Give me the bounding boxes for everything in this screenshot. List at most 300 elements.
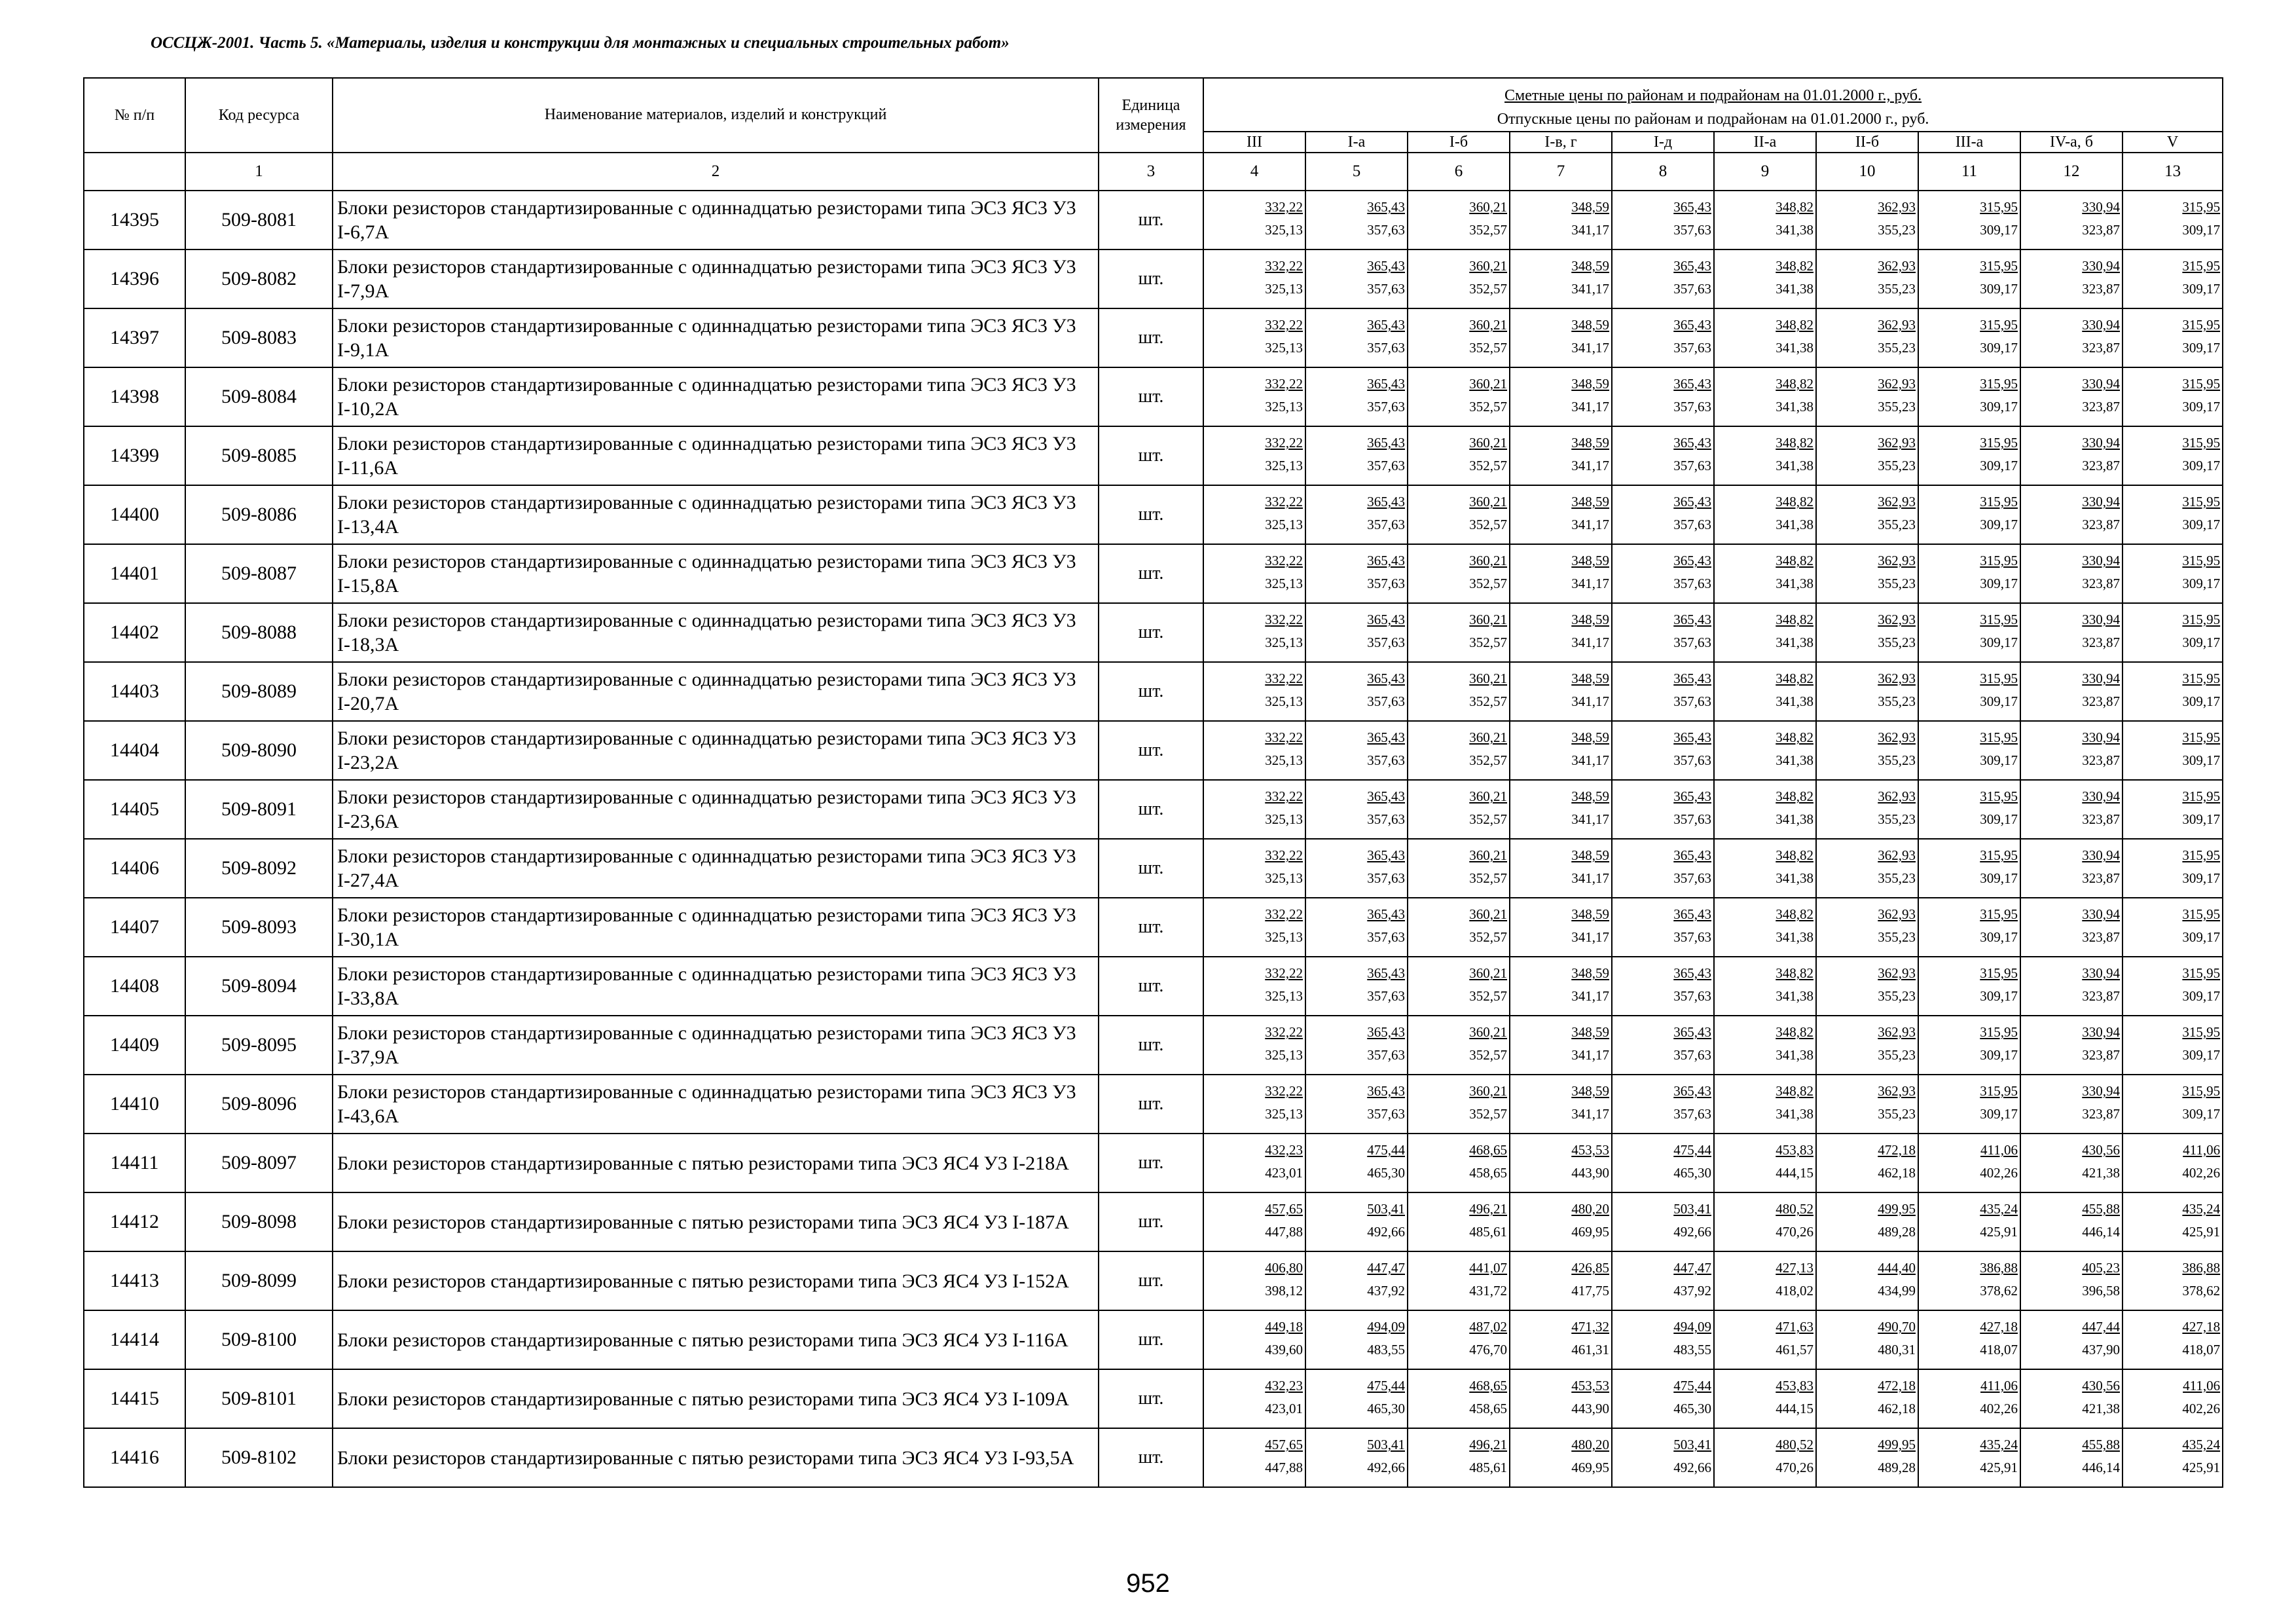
estimate-price: 315,95	[2182, 317, 2221, 333]
wholesale-price: 480,31	[1878, 1342, 1916, 1357]
estimate-price: 360,21	[1469, 376, 1507, 392]
unit-of-measure: шт.	[1099, 721, 1203, 780]
price-cell	[1510, 957, 1612, 1016]
price-cell	[1714, 1369, 1816, 1428]
wholesale-price: 446,14	[2082, 1224, 2120, 1240]
estimate-price: 475,44	[1673, 1378, 1711, 1393]
estimate-price: 348,59	[1571, 847, 1609, 863]
price-cell	[1816, 426, 1918, 485]
price-cell	[1816, 957, 1918, 1016]
estimate-price: 365,43	[1367, 553, 1405, 568]
estimate-price: 315,95	[2182, 553, 2221, 568]
price-cell	[1510, 367, 1612, 426]
estimate-price: 315,95	[1980, 847, 2018, 863]
wholesale-price: 355,23	[1878, 988, 1916, 1004]
price-cell	[1408, 780, 1510, 839]
estimate-price: 365,43	[1367, 1024, 1405, 1040]
estimate-price: 365,43	[1673, 729, 1711, 745]
estimate-price: 332,22	[1265, 729, 1303, 745]
wholesale-price: 355,23	[1878, 281, 1916, 297]
price-cell	[1816, 1251, 1918, 1310]
estimate-price: 360,21	[1469, 612, 1507, 627]
row-number: 14397	[84, 308, 185, 367]
unit-of-measure: шт.	[1099, 839, 1203, 898]
price-cell	[1612, 426, 1714, 485]
estimate-price: 365,43	[1673, 1083, 1711, 1099]
wholesale-price: 425,91	[2182, 1224, 2221, 1240]
resource-code: 509-8086	[185, 485, 333, 544]
header-price-wholesale: Отпускные цены по районам и подрайонам на 01.01.2000 г., руб.	[1497, 111, 1929, 128]
price-cell	[1714, 1016, 1816, 1075]
row-number: 14398	[84, 367, 185, 426]
price-cell	[1918, 1192, 2020, 1251]
price-cell	[2123, 662, 2223, 721]
estimate-price: 472,18	[1878, 1378, 1916, 1393]
column-number: 3	[1099, 153, 1203, 191]
price-cell	[2123, 1369, 2223, 1428]
estimate-price: 360,21	[1469, 729, 1507, 745]
wholesale-price: 309,17	[2182, 1106, 2221, 1122]
price-cell	[1510, 308, 1612, 367]
wholesale-price: 309,17	[2182, 1047, 2221, 1063]
estimate-price: 365,43	[1673, 788, 1711, 804]
wholesale-price: 309,17	[2182, 693, 2221, 709]
estimate-price: 503,41	[1673, 1201, 1711, 1217]
estimate-price: 362,93	[1878, 1083, 1916, 1099]
wholesale-price: 492,66	[1367, 1460, 1405, 1475]
resource-code: 509-8087	[185, 544, 333, 603]
table-row	[84, 1310, 2223, 1369]
wholesale-price: 357,63	[1367, 517, 1405, 532]
estimate-price: 348,82	[1776, 435, 1813, 451]
price-cell	[1714, 1075, 1816, 1134]
price-cell	[2123, 1016, 2223, 1075]
estimate-price: 365,43	[1367, 199, 1405, 215]
estimate-price: 315,95	[2182, 847, 2221, 863]
row-number: 14403	[84, 662, 185, 721]
header-code: Код ресурса	[185, 78, 333, 153]
price-cell	[1612, 721, 1714, 780]
price-cell	[1918, 603, 2020, 662]
price-cell	[1305, 839, 1408, 898]
wholesale-price: 355,23	[1878, 752, 1916, 768]
price-cell	[1408, 898, 1510, 957]
estimate-price: 315,95	[1980, 317, 2018, 333]
wholesale-price: 423,01	[1265, 1401, 1303, 1416]
price-cell	[1408, 1251, 1510, 1310]
wholesale-price: 341,17	[1571, 870, 1609, 886]
price-cell	[1408, 1369, 1510, 1428]
wholesale-price: 325,13	[1265, 281, 1303, 297]
column-number: 12	[2020, 153, 2123, 191]
wholesale-price: 355,23	[1878, 576, 1916, 591]
estimate-price: 332,22	[1265, 788, 1303, 804]
wholesale-price: 421,38	[2082, 1401, 2120, 1416]
price-cell	[1816, 839, 1918, 898]
estimate-price: 427,18	[2182, 1319, 2221, 1335]
table-row	[84, 1134, 2223, 1192]
price-cell	[2020, 1134, 2123, 1192]
estimate-price: 435,24	[1980, 1201, 2018, 1217]
price-cell	[1305, 898, 1408, 957]
unit-of-measure: шт.	[1099, 603, 1203, 662]
wholesale-price: 341,17	[1571, 811, 1609, 827]
material-name: Блоки резисторов стандартизированные с одиннадцатью резисторами типа ЭС3 ЯС3 У3 I-13,4А	[333, 485, 1099, 544]
price-cell	[1612, 249, 1714, 308]
estimate-price: 362,93	[1878, 729, 1916, 745]
estimate-price: 453,53	[1571, 1378, 1609, 1393]
estimate-price: 360,21	[1469, 847, 1507, 863]
estimate-price: 362,93	[1878, 317, 1916, 333]
wholesale-price: 323,87	[2082, 635, 2120, 650]
price-cell	[1816, 898, 1918, 957]
column-number: 1	[185, 153, 333, 191]
wholesale-price: 357,63	[1673, 1047, 1711, 1063]
wholesale-price: 357,63	[1367, 635, 1405, 650]
resource-code: 509-8097	[185, 1134, 333, 1192]
estimate-price: 315,95	[1980, 199, 2018, 215]
price-cell	[1714, 1134, 1816, 1192]
wholesale-price: 439,60	[1265, 1342, 1303, 1357]
resource-code: 509-8084	[185, 367, 333, 426]
price-cell	[1612, 544, 1714, 603]
wholesale-price: 309,17	[1980, 1106, 2018, 1122]
estimate-price: 471,63	[1776, 1319, 1813, 1335]
price-cell	[1918, 1428, 2020, 1487]
wholesale-price: 309,17	[1980, 1047, 2018, 1063]
estimate-price: 348,59	[1571, 494, 1609, 509]
price-cell	[2123, 367, 2223, 426]
price-cell	[2123, 426, 2223, 485]
price-cell	[2020, 721, 2123, 780]
estimate-price: 348,82	[1776, 258, 1813, 274]
wholesale-price: 323,87	[2082, 576, 2120, 591]
table-row	[84, 1251, 2223, 1310]
material-name: Блоки резисторов стандартизированные с одиннадцатью резисторами типа ЭС3 ЯС3 У3 I-23,6А	[333, 780, 1099, 839]
estimate-price: 475,44	[1673, 1142, 1711, 1158]
estimate-price: 360,21	[1469, 553, 1507, 568]
wholesale-price: 341,38	[1776, 576, 1813, 591]
wholesale-price: 341,38	[1776, 870, 1813, 886]
header-region: III	[1203, 132, 1305, 153]
estimate-price: 332,22	[1265, 317, 1303, 333]
price-cell	[1918, 426, 2020, 485]
wholesale-price: 355,23	[1878, 340, 1916, 356]
wholesale-price: 425,91	[1980, 1224, 2018, 1240]
estimate-price: 348,82	[1776, 906, 1813, 922]
row-number: 14396	[84, 249, 185, 308]
resource-code: 509-8102	[185, 1428, 333, 1487]
wholesale-price: 309,17	[1980, 870, 2018, 886]
price-cell	[1612, 780, 1714, 839]
price-cell	[1510, 249, 1612, 308]
header-name: Наименование материалов, изделий и конструкций	[333, 78, 1099, 153]
estimate-price: 406,80	[1265, 1260, 1303, 1276]
material-name: Блоки резисторов стандартизированные с одиннадцатью резисторами типа ЭС3 ЯС3 У3 I-27,4А	[333, 839, 1099, 898]
row-number: 14408	[84, 957, 185, 1016]
estimate-price: 453,83	[1776, 1142, 1813, 1158]
price-cell	[1408, 662, 1510, 721]
estimate-price: 315,95	[1980, 788, 2018, 804]
wholesale-price: 309,17	[1980, 929, 2018, 945]
price-cell	[1714, 1251, 1816, 1310]
price-cell	[1816, 544, 1918, 603]
wholesale-price: 469,95	[1571, 1460, 1609, 1475]
wholesale-price: 378,62	[2182, 1283, 2221, 1299]
estimate-price: 447,47	[1367, 1260, 1405, 1276]
estimate-price: 475,44	[1367, 1378, 1405, 1393]
wholesale-price: 489,28	[1878, 1460, 1916, 1475]
price-cell	[1918, 721, 2020, 780]
estimate-price: 360,21	[1469, 671, 1507, 686]
price-cell	[1203, 367, 1305, 426]
estimate-price: 365,43	[1367, 1083, 1405, 1099]
wholesale-price: 325,13	[1265, 222, 1303, 238]
estimate-price: 365,43	[1673, 671, 1711, 686]
material-name: Блоки резисторов стандартизированные с одиннадцатью резисторами типа ЭС3 ЯС3 У3 I-10,2А	[333, 367, 1099, 426]
wholesale-price: 341,17	[1571, 693, 1609, 709]
price-cell	[1918, 485, 2020, 544]
column-number: 9	[1714, 153, 1816, 191]
price-cell	[1305, 1192, 1408, 1251]
estimate-price: 365,43	[1673, 376, 1711, 392]
wholesale-price: 309,17	[2182, 458, 2221, 473]
estimate-price: 360,21	[1469, 906, 1507, 922]
unit-of-measure: шт.	[1099, 485, 1203, 544]
price-cell	[2020, 839, 2123, 898]
wholesale-price: 341,17	[1571, 576, 1609, 591]
estimate-price: 411,06	[2183, 1378, 2221, 1393]
estimate-price: 348,82	[1776, 788, 1813, 804]
estimate-price: 362,93	[1878, 435, 1916, 451]
wholesale-price: 323,87	[2082, 988, 2120, 1004]
estimate-price: 432,23	[1265, 1142, 1303, 1158]
price-cell	[1714, 1428, 1816, 1487]
price-cell	[1612, 1310, 1714, 1369]
estimate-price: 348,82	[1776, 1083, 1813, 1099]
header-region: II-а	[1714, 132, 1816, 153]
wholesale-price: 341,38	[1776, 1106, 1813, 1122]
wholesale-price: 357,63	[1673, 693, 1711, 709]
table-row	[84, 191, 2223, 249]
estimate-price: 348,82	[1776, 553, 1813, 568]
wholesale-price: 323,87	[2082, 340, 2120, 356]
resource-code: 509-8098	[185, 1192, 333, 1251]
estimate-price: 330,94	[2082, 671, 2120, 686]
column-number: 4	[1203, 153, 1305, 191]
price-cell	[2020, 485, 2123, 544]
wholesale-price: 492,66	[1673, 1224, 1711, 1240]
wholesale-price: 341,17	[1571, 752, 1609, 768]
row-number: 14401	[84, 544, 185, 603]
estimate-price: 365,43	[1367, 671, 1405, 686]
table-row	[84, 898, 2223, 957]
resource-code: 509-8082	[185, 249, 333, 308]
estimate-price: 362,93	[1878, 612, 1916, 627]
wholesale-price: 325,13	[1265, 1106, 1303, 1122]
estimate-price: 348,59	[1571, 1024, 1609, 1040]
wholesale-price: 465,30	[1367, 1165, 1405, 1181]
estimate-price: 315,95	[2182, 612, 2221, 627]
price-cell	[1714, 367, 1816, 426]
resource-code: 509-8093	[185, 898, 333, 957]
estimate-price: 362,93	[1878, 671, 1916, 686]
estimate-price: 332,22	[1265, 612, 1303, 627]
price-cell	[1816, 780, 1918, 839]
estimate-price: 360,21	[1469, 1083, 1507, 1099]
price-cell	[1714, 426, 1816, 485]
estimate-price: 348,82	[1776, 847, 1813, 863]
estimate-price: 432,23	[1265, 1378, 1303, 1393]
price-cell	[1408, 721, 1510, 780]
price-cell	[1510, 1251, 1612, 1310]
resource-code: 509-8091	[185, 780, 333, 839]
price-cell	[2020, 426, 2123, 485]
estimate-price: 332,22	[1265, 435, 1303, 451]
wholesale-price: 355,23	[1878, 929, 1916, 945]
header-region: I-б	[1408, 132, 1510, 153]
estimate-price: 360,21	[1469, 1024, 1507, 1040]
price-cell	[1918, 191, 2020, 249]
estimate-price: 332,22	[1265, 376, 1303, 392]
price-cell	[1203, 1428, 1305, 1487]
estimate-price: 315,95	[2182, 199, 2221, 215]
wholesale-price: 323,87	[2082, 517, 2120, 532]
estimate-price: 348,82	[1776, 965, 1813, 981]
estimate-price: 330,94	[2082, 317, 2120, 333]
estimate-price: 362,93	[1878, 1024, 1916, 1040]
estimate-price: 435,24	[2182, 1437, 2221, 1452]
estimate-price: 457,65	[1265, 1437, 1303, 1452]
wholesale-price: 352,57	[1469, 693, 1507, 709]
wholesale-price: 444,15	[1776, 1401, 1813, 1416]
estimate-price: 330,94	[2082, 965, 2120, 981]
price-cell	[1612, 957, 1714, 1016]
estimate-price: 472,18	[1878, 1142, 1916, 1158]
estimate-price: 332,22	[1265, 847, 1303, 863]
estimate-price: 315,95	[1980, 376, 2018, 392]
wholesale-price: 418,07	[1980, 1342, 2018, 1357]
estimate-price: 435,24	[2182, 1201, 2221, 1217]
estimate-price: 496,21	[1469, 1201, 1507, 1217]
price-cell	[1714, 544, 1816, 603]
material-name: Блоки резисторов стандартизированные с пятью резисторами типа ЭС3 ЯС4 У3 I-152А	[333, 1251, 1099, 1310]
price-cell	[2123, 485, 2223, 544]
estimate-price: 330,94	[2082, 612, 2120, 627]
wholesale-price: 352,57	[1469, 458, 1507, 473]
price-cell	[1918, 1016, 2020, 1075]
price-cell	[1203, 957, 1305, 1016]
price-cell	[1612, 485, 1714, 544]
wholesale-price: 357,63	[1367, 929, 1405, 945]
header-price-estimate: Сметные цены по районам и подрайонам на 01.01.2000 г., руб.	[1504, 87, 1922, 104]
estimate-price: 455,88	[2082, 1437, 2120, 1452]
price-cell	[1203, 603, 1305, 662]
wholesale-price: 341,38	[1776, 929, 1813, 945]
table-row	[84, 367, 2223, 426]
estimate-price: 475,44	[1367, 1142, 1405, 1158]
estimate-price: 365,43	[1673, 258, 1711, 274]
column-number: 6	[1408, 153, 1510, 191]
wholesale-price: 323,87	[2082, 929, 2120, 945]
price-cell	[1408, 1310, 1510, 1369]
price-cell	[1714, 839, 1816, 898]
price-cell	[2020, 603, 2123, 662]
estimate-price: 315,95	[1980, 729, 2018, 745]
estimate-price: 362,93	[1878, 906, 1916, 922]
estimate-price: 315,95	[2182, 376, 2221, 392]
wholesale-price: 461,57	[1776, 1342, 1813, 1357]
wholesale-price: 341,38	[1776, 458, 1813, 473]
price-cell	[2020, 1192, 2123, 1251]
column-number: 8	[1612, 153, 1714, 191]
wholesale-price: 341,17	[1571, 635, 1609, 650]
price-cell	[2123, 957, 2223, 1016]
estimate-price: 494,09	[1673, 1319, 1711, 1335]
price-cell	[1305, 544, 1408, 603]
price-cell	[1510, 544, 1612, 603]
wholesale-price: 355,23	[1878, 811, 1916, 827]
estimate-price: 315,95	[1980, 906, 2018, 922]
price-cell	[1714, 957, 1816, 1016]
price-cell	[1203, 1075, 1305, 1134]
price-cell	[1305, 308, 1408, 367]
estimate-price: 348,82	[1776, 671, 1813, 686]
wholesale-price: 357,63	[1367, 988, 1405, 1004]
resource-code: 509-8083	[185, 308, 333, 367]
row-number: 14411	[84, 1134, 185, 1192]
estimate-price: 411,06	[1980, 1142, 2018, 1158]
estimate-price: 315,95	[1980, 671, 2018, 686]
estimate-price: 348,59	[1571, 788, 1609, 804]
wholesale-price: 341,17	[1571, 988, 1609, 1004]
price-cell	[1612, 1369, 1714, 1428]
wholesale-price: 309,17	[1980, 281, 2018, 297]
price-cell	[1305, 249, 1408, 308]
price-cell	[2123, 898, 2223, 957]
price-cell	[1918, 249, 2020, 308]
header-region: I-а	[1305, 132, 1408, 153]
price-cell	[2123, 1075, 2223, 1134]
material-name: Блоки резисторов стандартизированные с одиннадцатью резисторами типа ЭС3 ЯС3 У3 I-11,6А	[333, 426, 1099, 485]
estimate-price: 348,59	[1571, 199, 1609, 215]
estimate-price: 362,93	[1878, 847, 1916, 863]
wholesale-price: 341,17	[1571, 399, 1609, 415]
price-cell	[1714, 780, 1816, 839]
price-cell	[1408, 367, 1510, 426]
price-cell	[1408, 191, 1510, 249]
row-number: 14415	[84, 1369, 185, 1428]
wholesale-price: 357,63	[1367, 693, 1405, 709]
wholesale-price: 465,30	[1673, 1401, 1711, 1416]
price-cell	[1714, 721, 1816, 780]
estimate-price: 330,94	[2082, 1024, 2120, 1040]
material-name: Блоки резисторов стандартизированные с одиннадцатью резисторами типа ЭС3 ЯС3 У3 I-43,6А	[333, 1075, 1099, 1134]
estimate-price: 499,95	[1878, 1201, 1916, 1217]
material-name: Блоки резисторов стандартизированные с одиннадцатью резисторами типа ЭС3 ЯС3 У3 I-23,2А	[333, 721, 1099, 780]
resource-code: 509-8088	[185, 603, 333, 662]
price-cell	[1612, 603, 1714, 662]
price-cell	[1203, 544, 1305, 603]
estimate-price: 348,82	[1776, 1024, 1813, 1040]
price-cell	[1714, 1310, 1816, 1369]
wholesale-price: 355,23	[1878, 693, 1916, 709]
wholesale-price: 355,23	[1878, 222, 1916, 238]
wholesale-price: 355,23	[1878, 458, 1916, 473]
material-name: Блоки резисторов стандартизированные с одиннадцатью резисторами типа ЭС3 ЯС3 У3 I-6,7А	[333, 191, 1099, 249]
wholesale-price: 444,15	[1776, 1165, 1813, 1181]
wholesale-price: 357,63	[1673, 635, 1711, 650]
